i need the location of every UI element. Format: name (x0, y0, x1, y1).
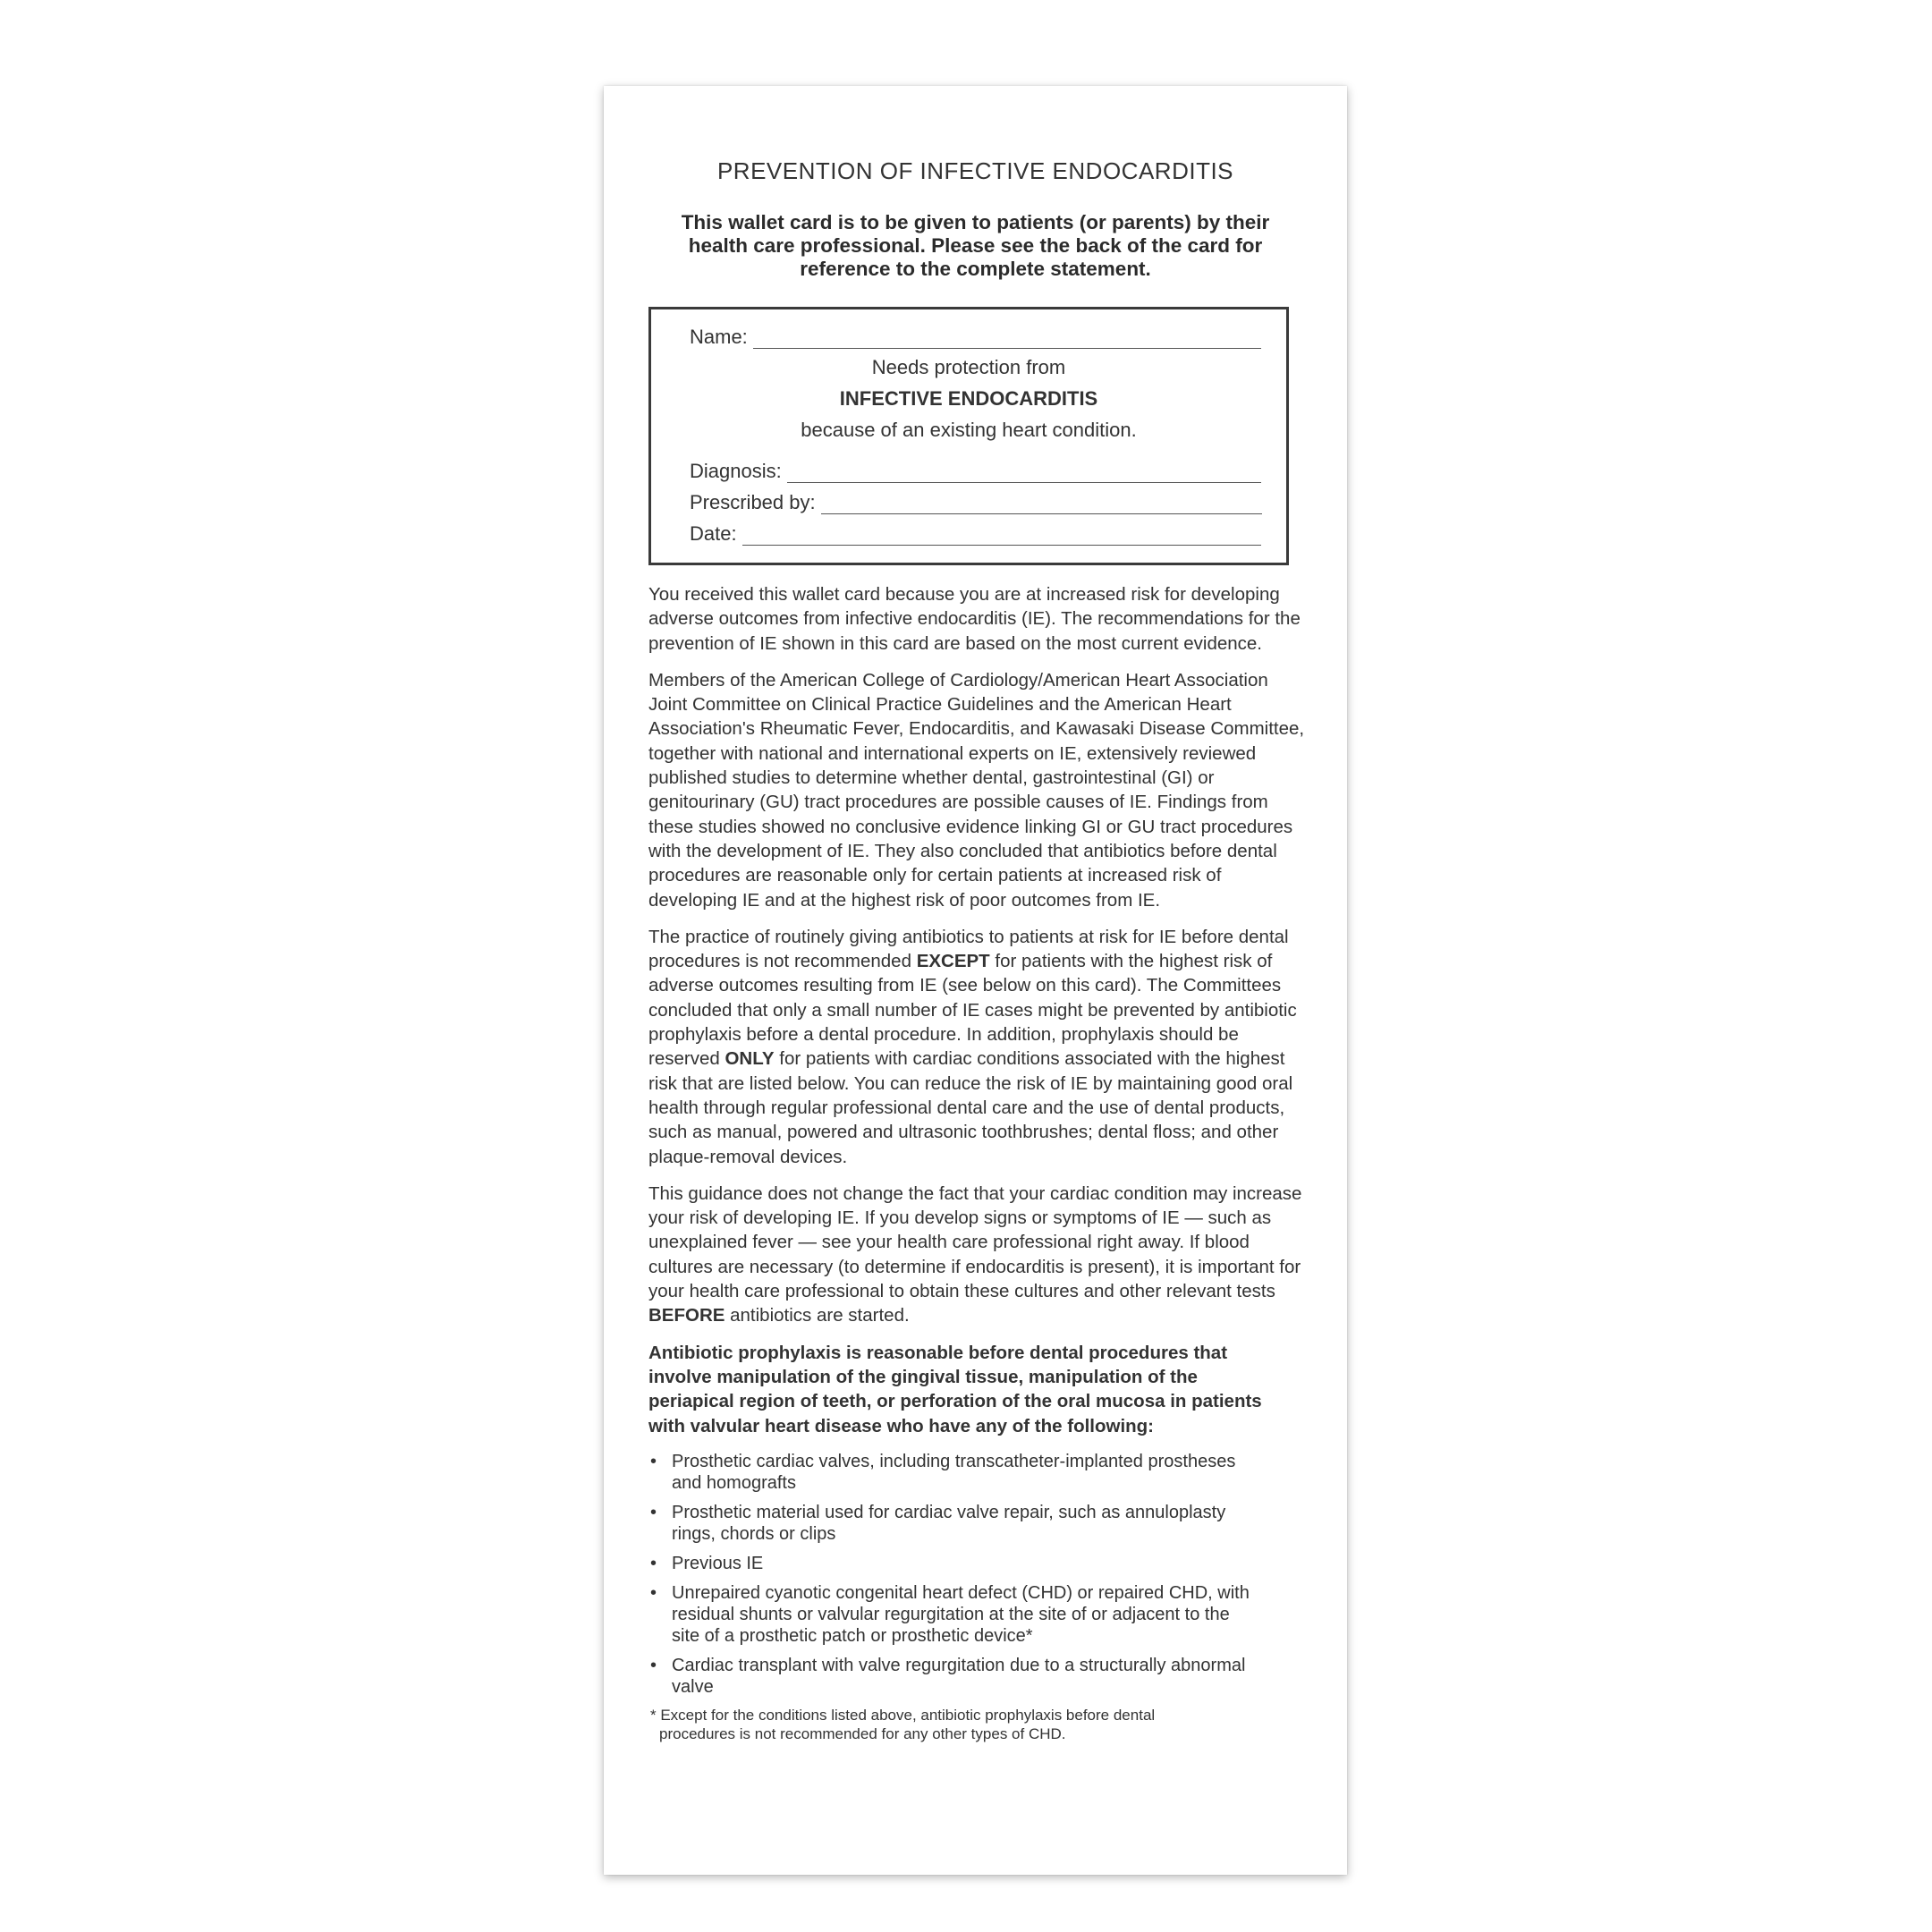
diagnosis-label: Diagnosis: (690, 460, 782, 482)
bullet-icon: • (650, 1582, 657, 1603)
paragraph-committee-review: Members of the American College of Cardiology/American Heart Association Joint Committee on Clinical Practice Guidelines and the American Heart Association's Rheumatic Fever, Endocarditis, and Kawasaki Disease Committee, together with national and international experts on IE, extensively reviewed published studies to determine whether dental, gastrointestinal (GI) or genitourinary (GU) tract procedures are possible causes of IE. Findings from these studies showed no conclusive evidence linking GI or GU tract procedures with the development of IE. They also concluded that antibiotics before dental procedures are reasonable only for certain patients at increased risk of developing IE and at the highest risk of poor outcomes from IE. (648, 669, 1305, 911)
date-field[interactable] (690, 522, 1261, 546)
intro-line: health care professional. Please see the back of the card for (688, 234, 1263, 257)
name-field[interactable] (690, 326, 1261, 349)
prescribed-by-label: Prescribed by: (690, 491, 816, 513)
wallet-card (604, 86, 1347, 1875)
list-item: • Unrepaired cyanotic congenital heart defect (CHD) or repaired CHD, with residual shunts or valvular regurgitation at the site of or adjacent to the site of a prosthetic patch or prosthetic device* (650, 1582, 1250, 1646)
because-text: because of an existing heart condition. (801, 419, 1137, 441)
paragraph-guidance: This guidance does not change the fact that your cardiac condition may increase your risk of developing IE. If you develop signs or symptoms of IE — such as unexplained fever — see your health care professional right away. If blood cultures are necessary (to determine if endocarditis is present), it is important for your health care professional to obtain these cultures and other relevant tests BEFORE antibiotics are started. (648, 1182, 1302, 1326)
list-item: • Prosthetic material used for cardiac valve repair, such as annuloplasty rings, chords or clips (650, 1502, 1226, 1544)
date-line[interactable] (742, 525, 1261, 546)
prophylaxis-heading: Antibiotic prophylaxis is reasonable before dental procedures that involve manipulation of the gingival tissue, manipulation of the periapical region of teeth, or perforation of the oral mucosa in patients with valvular heart disease who have any of the following: (648, 1342, 1262, 1436)
list-item: • Cardiac transplant with valve regurgitation due to a structurally abnormal valve (650, 1655, 1246, 1697)
card-intro (675, 211, 1275, 281)
diagnosis-field[interactable] (690, 460, 1261, 483)
before-emphasis: BEFORE (648, 1305, 725, 1326)
name-line[interactable] (753, 328, 1261, 349)
card-title: PREVENTION OF INFECTIVE ENDOCARDITIS (716, 157, 1234, 184)
diagnosis-line[interactable] (787, 462, 1261, 483)
condition-text: INFECTIVE ENDOCARDITIS (839, 387, 1098, 410)
prescribed-by-line[interactable] (821, 494, 1262, 514)
bullet-icon: • (650, 1553, 657, 1573)
paragraph-why-card: You received this wallet card because you are at increased risk for developing adverse outcomes from infective endocarditis (IE). The recommendations for the prevention of IE shown in this card are based on the most current evidence. (648, 584, 1301, 654)
card-body (648, 582, 1310, 1743)
prescribed-by-field[interactable] (690, 491, 1262, 514)
intro-line: reference to the complete statement. (800, 258, 1151, 280)
date-label: Date: (690, 522, 737, 545)
patient-id-box (648, 307, 1289, 565)
intro-line: This wallet card is to be given to patients (or parents) by their (681, 211, 1270, 233)
list-item: • Prosthetic cardiac valves, including transcatheter-implanted prostheses and homografts (650, 1451, 1236, 1493)
paragraph-practice: The practice of routinely giving antibiotics to patients at risk for IE before dental procedures is not recommended EXCEPT for patients with the highest risk of adverse outcomes resulting from IE (see below on this card). The Committees concluded that only a small number of IE cases might be prevented by antibiotic prophylaxis before a dental procedure. In addition, prophylaxis should be reserved ONLY for patients with cardiac conditions associated with the highest risk that are listed below. You can reduce the risk of IE by maintaining good oral health through regular professional dental care and the use of dental products, such as manual, powered and ultrasonic toothbrushes; dental floss; and other plaque-removal devices. (648, 926, 1297, 1167)
bullet-icon: • (650, 1655, 657, 1675)
name-label: Name: (690, 326, 748, 348)
needs-protection-text: Needs protection from (871, 356, 1066, 378)
except-emphasis: EXCEPT (916, 951, 990, 972)
list-item: • Previous IE (650, 1553, 764, 1573)
conditions-list (648, 1451, 1310, 1698)
bullet-icon: • (650, 1451, 657, 1471)
footnote: * Except for the conditions listed above, antibiotic prophylaxis before dental procedures is not recommended for any other types of CHD. (650, 1706, 1156, 1742)
only-emphasis: ONLY (724, 1048, 775, 1070)
bullet-icon: • (650, 1502, 657, 1522)
